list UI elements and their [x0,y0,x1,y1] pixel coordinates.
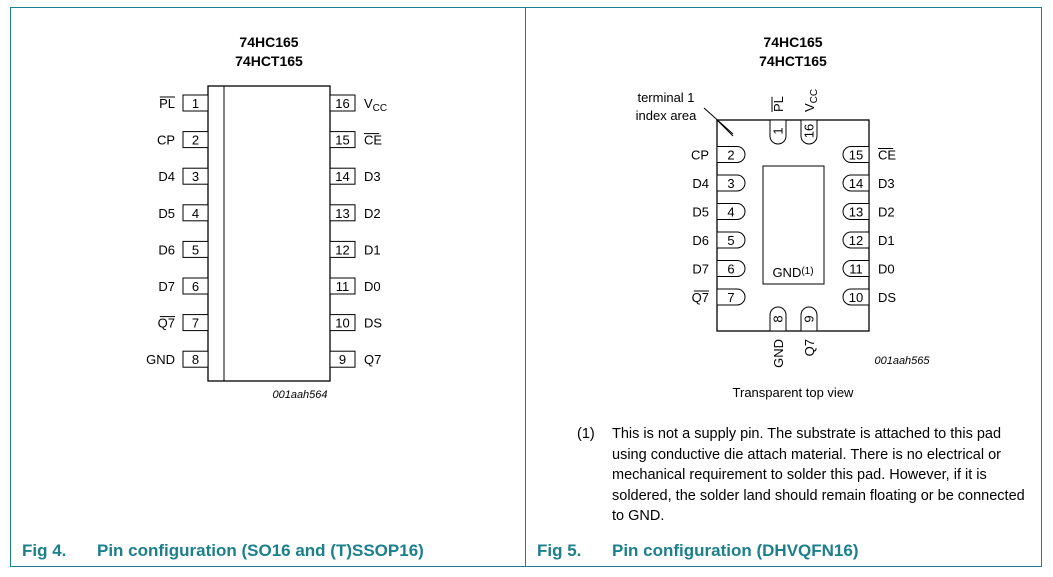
pin-number: 11 [335,279,350,294]
pin-name: D5 [158,205,175,221]
pin-name: Q7 [802,339,817,357]
footnote-number: (1) [577,426,595,442]
qfn-pin-10 [843,289,896,305]
qfn-pin-5 [692,232,745,248]
so16-pin-8 [146,351,208,367]
pin-name-main: V [802,103,817,112]
pin-name: Q7 [691,290,709,305]
so16-pin-16 [330,95,387,114]
fig4-caption-number: Fig 4. [22,541,67,560]
pin-number: 6 [191,279,200,294]
so16-pin-6 [158,278,208,294]
pin-number: 16 [801,123,817,139]
pin-number: 13 [335,205,350,221]
pin-number: 3 [727,176,735,191]
pin-name: DS [878,290,897,305]
qfn-pin-3 [692,175,745,191]
pin-number: 9 [801,315,817,323]
qfn-pin-8 [770,307,786,368]
qfn-pin-16 [801,89,820,144]
pin-name: D1 [364,242,381,258]
rotated-pin-label [802,339,817,356]
so16-pin-7 [158,315,208,331]
pin-name: D7 [158,279,175,294]
pin-name-main: V [364,96,373,111]
pin-name: D4 [158,169,175,185]
pin-name: Q7 [157,315,175,331]
pin-number: 2 [191,132,200,148]
qfn-pin-14 [843,175,895,191]
qfn-pin-12 [843,232,895,248]
pin-number: 14 [335,169,350,185]
pin-name: D0 [364,279,381,294]
pin-number: 5 [727,233,735,248]
pin-number: 12 [335,242,350,258]
pin-number: 4 [191,205,200,221]
fig5-drawing-code: 001aah565 [874,355,930,367]
so16-package-body [208,86,330,381]
pin-number: 8 [770,315,786,323]
pin-number: 15 [848,147,864,163]
fig5-caption-text: Pin configuration (DHVQFN16) [612,541,859,560]
terminal-label-line2: index area [635,108,697,123]
dhvqfn16-top-pins [770,89,820,144]
pin-name-subscript: CC [372,103,388,114]
fig4-title-line1: 74HC165 [239,34,299,50]
so16-right-pins [330,95,387,367]
pin-number: 16 [335,96,350,111]
qfn-pin-6 [692,261,745,277]
fig5-view-label: Transparent top view [732,385,854,400]
pin-number: 1 [770,127,786,135]
pin-number: 4 [727,204,735,220]
qfn-pin-7 [692,289,745,305]
dhvqfn16-bottom-pins [770,307,817,368]
pin-name: D5 [692,204,709,220]
pin-name: PL [771,96,786,112]
qfn-pin-13 [843,204,895,220]
qfn-pin-9 [801,307,817,356]
pin-name: D1 [878,233,895,248]
so16-pin-1 [159,95,208,111]
pin-name: GND [146,352,175,368]
pin-number: 10 [335,315,350,331]
pin-name: CE [878,147,897,163]
pin-number: 2 [727,147,735,163]
pin-number: 5 [191,242,200,258]
pin-number: 8 [191,352,200,368]
so16-pin-4 [158,205,208,221]
pin-name [364,96,387,114]
fig5-caption-number: Fig 5. [537,541,582,560]
pin-number: 10 [848,290,864,305]
so16-pin-11 [330,278,381,294]
pin-name: D2 [364,205,381,221]
pin-number: 12 [848,233,864,248]
pin-name [802,89,820,112]
pin-number: 9 [338,352,347,368]
qfn-pin-15 [843,147,896,163]
pin-name: Q7 [364,352,382,368]
pin-name: D3 [878,176,895,191]
so16-pin-15 [330,132,382,148]
fig5-title-line1: 74HC165 [763,34,823,50]
pin-name: D6 [692,233,709,248]
pin-number: 3 [191,169,200,185]
pin-name: D2 [878,204,895,220]
so16-pin-5 [158,241,208,257]
so16-pin-13 [330,205,381,221]
so16-left-pins [146,95,208,367]
index-area-corner [717,120,733,136]
pin-name: CP [156,132,175,148]
so16-pin-9 [330,351,381,367]
so16-pin-12 [330,241,381,257]
dhvqfn16-left-pins [691,147,745,306]
dhvqfn16-right-pins [843,147,896,306]
so16-pin-3 [158,168,208,184]
pin-number: 6 [727,261,735,277]
gnd-pad-label: GND$^{(1)}$ [772,265,814,280]
qfn-pin-2 [691,147,745,163]
pin-name: CE [364,132,383,148]
pin-number: 14 [848,176,864,191]
qfn-pin-1 [770,96,786,144]
pin-number: 1 [191,96,200,111]
pin-number: 11 [849,261,863,277]
pin-number: 7 [191,315,200,331]
so16-pin-14 [330,168,381,184]
fig5-title-line2: 74HCT165 [759,53,827,69]
pin-name: GND [771,339,786,368]
pin-name: D3 [364,169,381,185]
pin-number: 15 [335,132,350,148]
so16-pin-2 [157,132,208,148]
pin-name: D7 [692,261,709,277]
rotated-pin-label [771,339,786,368]
pin-name: PL [159,96,175,111]
so16-pin-10 [330,315,382,331]
fig4-drawing-code: 001aah564 [272,389,328,401]
pin-name: DS [364,315,383,331]
footnote-text: This is not a supply pin. The substrate is attached to this pad using conductive die attach material. There is no electrical or mechanical requirement to solder this pad. However, if it is soldered, the solder land should remain floating or be connected to GND. [612,426,1025,525]
rotated-pin-label [771,96,786,112]
pin-name-subscript: CC [809,88,820,104]
pin-number: 7 [727,290,735,305]
pin-name: CP [690,147,709,163]
pin-name: D4 [692,176,709,191]
fig4-caption-text: Pin configuration (SO16 and (T)SSOP16) [97,541,424,560]
qfn-pin-4 [692,204,745,220]
fig4-title-line2: 74HCT165 [235,53,303,69]
pin-name: D6 [158,242,175,258]
rotated-pin-label [802,89,820,112]
qfn-pin-11 [843,261,895,277]
terminal-label-line1: terminal 1 [637,90,695,105]
pin-name: D0 [878,261,895,277]
pin-number: 13 [848,204,864,220]
